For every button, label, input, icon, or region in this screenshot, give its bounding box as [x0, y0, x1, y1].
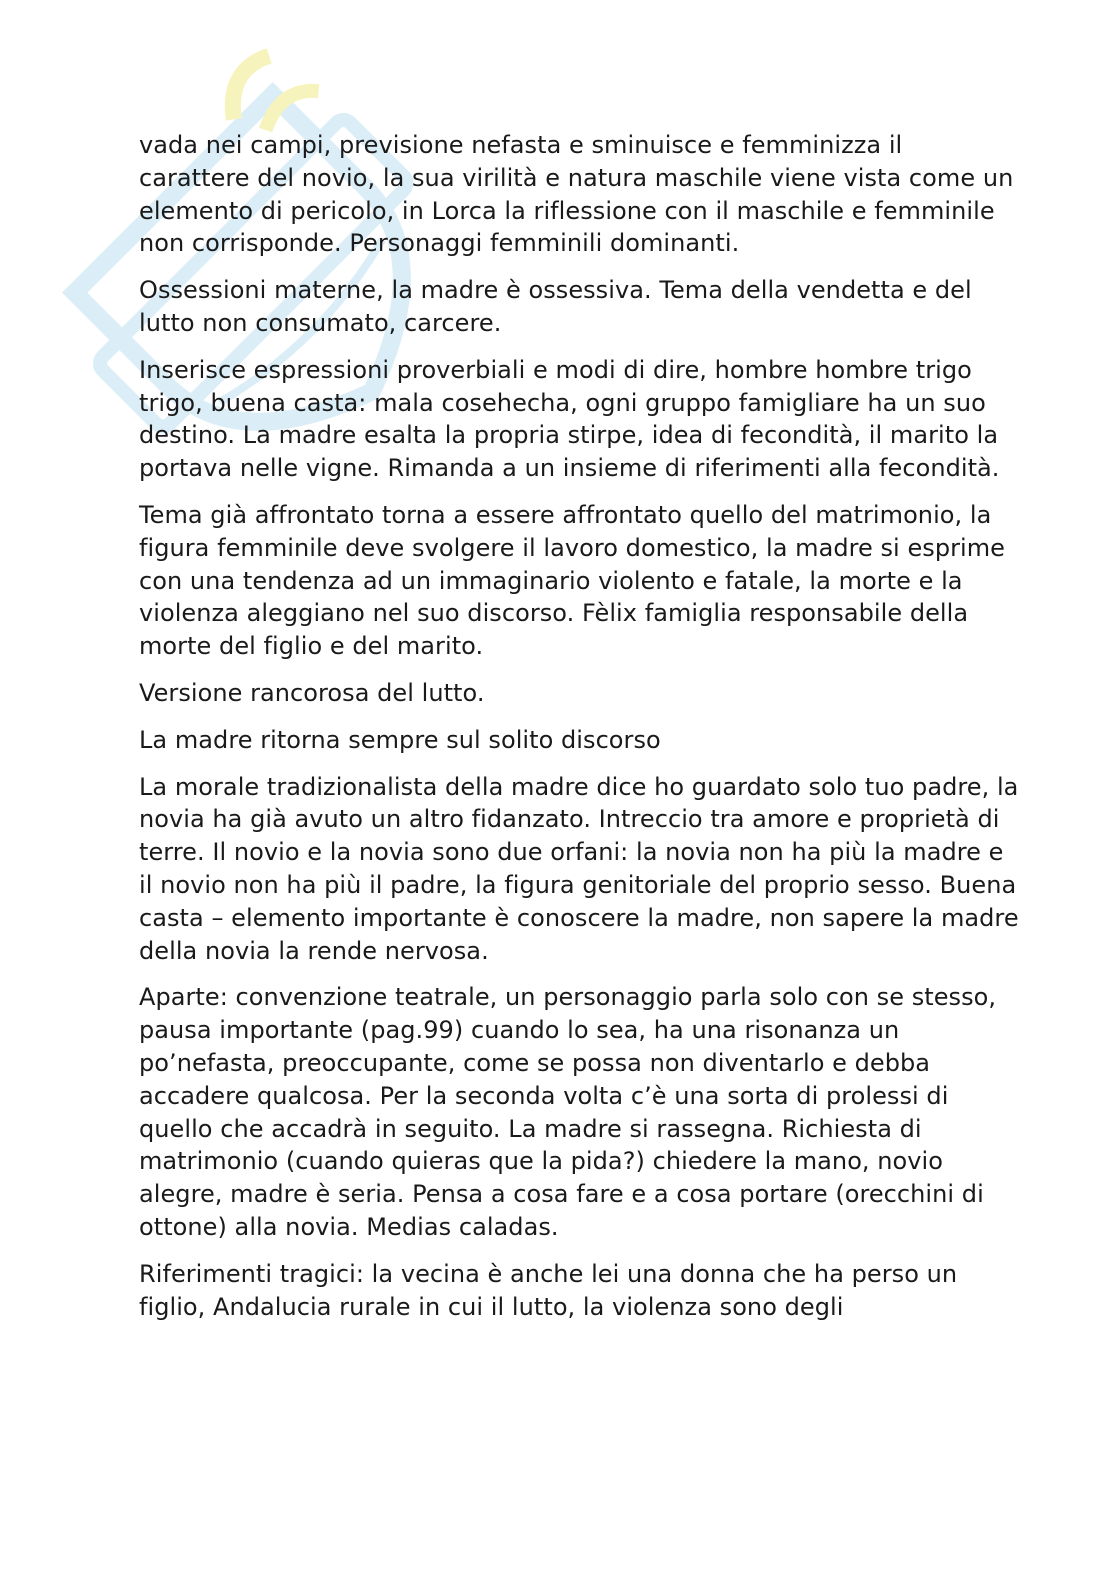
paragraph: Tema già affrontato torna a essere affrontato quello del matrimonio, la figura femminile deve svolgere il lavoro domestico, la madre si esprime con una tendenza ad un immaginario violento e fatale, la morte e la violenza aleggiano nel suo discorso. Fèlix famiglia responsabile della morte del figlio e del marito.: [139, 500, 1005, 661]
paragraph: Aparte: convenzione teatrale, un personaggio parla solo con se stesso, pausa importante (pag.99) cuando lo sea, ha una risonanza un po’nefasta, preoccupante, come se possa non diventarlo e debba accadere qualcosa. Per la seconda volta c’è una sorta di prolessi di quello che accadrà in seguito. La madre si rassegna. Richiesta di matrimonio (cuando quieras que la pida?) chiedere la mano, novio alegre, madre è seria. Pensa a cosa fare e a cosa portare (orecchini di ottone) alla novia. Medias caladas.: [139, 983, 997, 1241]
paragraph: La morale tradizionalista della madre dice ho guardato solo tuo padre, la novia ha già avuto un altro fidanzato. Intreccio tra amore e proprietà di terre. Il novio e la novia sono due orfani: la novia non ha più la madre e il novio non ha più il padre, la figura genitoriale del proprio sesso. Buena casta – elemento importante è conoscere la madre, non sapere la madre della novia la rende nervosa.: [139, 772, 1019, 965]
paragraph: La madre ritorna sempre sul solito discorso: [139, 725, 661, 754]
paragraph: Riferimenti tragici: la vecina è anche lei una donna che ha perso un figlio, Andalucia rurale in cui il lutto, la violenza sono degli: [139, 1259, 958, 1321]
paragraph: Ossessioni materne, la madre è ossessiva. Tema della vendetta e del lutto non consumato, carcere.: [139, 276, 972, 337]
page-body: [139, 129, 1019, 1337]
paragraph: Inserisce espressioni proverbiali e modi di dire, hombre hombre trigo trigo, buena casta: mala cosehecha, ogni gruppo famigliare ha un suo destino. La madre esalta la propria stirpe, idea di fecondità, il marito la portava nelle vigne. Rimanda a un insieme di riferimenti alla fecondità.: [139, 355, 1000, 483]
paragraph: vada nei campi, previsione nefasta e sminuisce e femminizza il carattere del novio, la sua virilità e natura maschile viene vista come un elemento di pericolo, in Lorca la riflessione con il maschile e femminile non corrisponde. Personaggi femminili dominanti.: [139, 131, 1014, 258]
paragraph: Versione rancorosa del lutto.: [139, 678, 485, 707]
